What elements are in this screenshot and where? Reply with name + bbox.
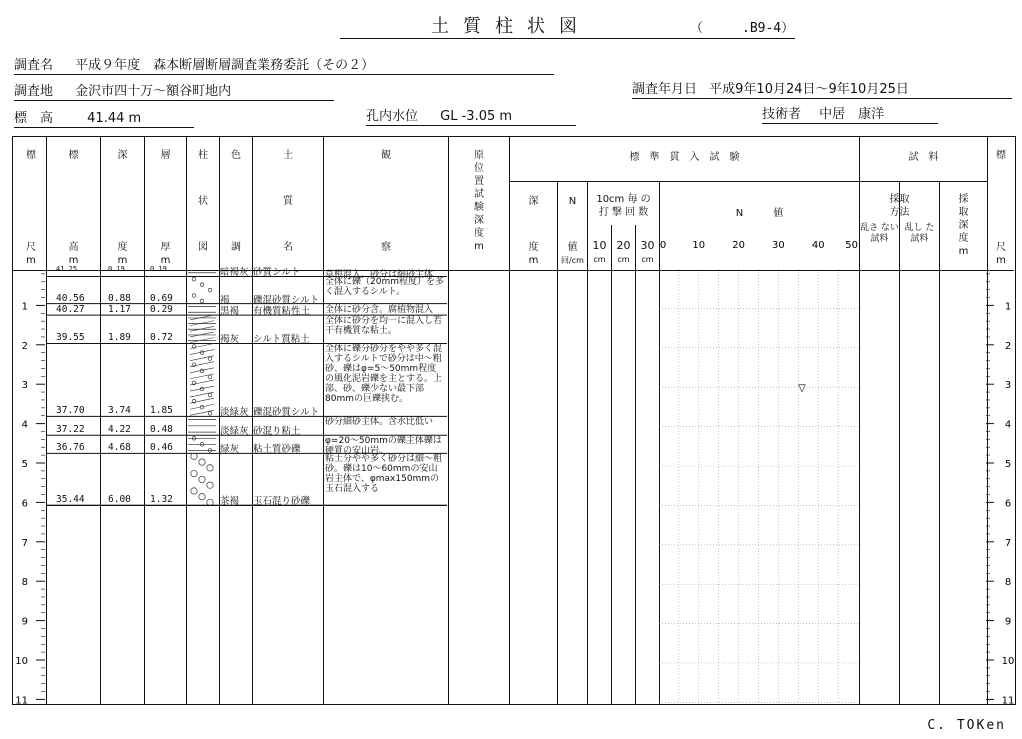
date: 平成9年10月24日～9年10月25日 xyxy=(709,82,909,97)
layer-elevation: 40.27 xyxy=(56,304,85,316)
col-scale: 標 xyxy=(26,150,36,161)
scale-tick-label: 5 xyxy=(21,459,28,470)
layer-color: 暗褐灰 xyxy=(220,267,249,279)
layer-color: 淡緑灰 xyxy=(220,426,249,438)
boring-log-table: 標 尺 m 標 高 m 深 度 m 層 厚 m 柱 状 図 色 調 土 質 名 観 察 原 位 置 試 験 深 度 m 標 準 貫 入 試 験 深 度 m N 値 回/cm 10cm 毎 の 打 撃 回 数 10 cm 20 cm 30 cm N 値 試 料 採取 方法 乱さ ない 試料 乱し た 試料 採 取 深 度 m 標 尺 m xyxy=(12,136,1016,705)
layer-soil-name: 礫混砂質シルト xyxy=(253,294,320,306)
layer-color: 緑灰 xyxy=(220,444,240,456)
layer-observation: 砂分細砂主体。含水比低い xyxy=(325,417,434,428)
column-pattern-gravel xyxy=(208,375,212,379)
sample-disturbed: 乱し た 試料 xyxy=(904,223,935,244)
layer-elevation: 36.76 xyxy=(56,442,85,454)
n-axis-tick-label: 10 xyxy=(692,240,706,251)
elevation-label: 標 高 xyxy=(14,111,54,126)
column-pattern-line xyxy=(190,332,214,337)
layer-depth: 6.00 xyxy=(108,494,131,506)
layer-elevation: 40.56 xyxy=(56,292,85,304)
sample-depth: 採 取 深 度 m xyxy=(958,194,969,257)
layer-observation: 全体に礫分砂分をやや多く混入するシルトで砂分は中～粗砂、礫はφ=5～50mm程度の風化泥岩礫を主とする。上部、砂、礫少ない最下部80mmの巨礫挟む。 xyxy=(325,344,443,405)
layer-thickness: 1.32 xyxy=(150,494,173,506)
column-pattern-gravel xyxy=(207,465,213,471)
layer-depth: 1.17 xyxy=(108,304,131,316)
engineer-label: 技術者 xyxy=(762,107,802,122)
col-color: 色 xyxy=(231,150,241,161)
scale-tick-label: 7 xyxy=(21,537,28,549)
scale-tick-label: 8 xyxy=(21,577,28,589)
column-pattern-gravel xyxy=(200,283,204,287)
column-pattern-gravel xyxy=(191,453,197,459)
site: 金沢市四十万～額谷町地内 xyxy=(75,84,232,99)
column-pattern-gravel xyxy=(199,459,205,465)
layer-observation: 草根混入。砂分は細砂主体 xyxy=(325,270,434,280)
scale-tick-label: 1 xyxy=(21,301,28,313)
scale-tick-label: 6 xyxy=(1004,498,1012,510)
scale-tick-label: 11 xyxy=(1001,695,1015,707)
layer-color: 褐灰 xyxy=(220,334,240,346)
sample-method: 採取 方法 xyxy=(889,194,910,218)
layer-soil-name: 有機質粘性土 xyxy=(253,306,311,318)
n-axis-tick-label: 20 xyxy=(732,240,745,251)
layer-elevation: 39.55 xyxy=(56,332,85,344)
layer-depth: 0.88 xyxy=(108,292,131,304)
layer-depth: 4.68 xyxy=(108,442,131,454)
layer-elevation: 37.22 xyxy=(56,424,85,436)
n-axis-tick-label: 0 xyxy=(659,240,667,251)
layer-elevation: 37.70 xyxy=(56,405,85,417)
column-pattern-gravel xyxy=(191,470,197,476)
layer-soil-name: 砂混り粘土 xyxy=(253,426,301,438)
column-pattern-line xyxy=(190,315,214,320)
page-title: 土質柱状図 xyxy=(431,16,591,37)
column-pattern-gravel xyxy=(208,393,212,397)
elevation: 41.44 m xyxy=(87,111,142,126)
layer-observation: 全体に礫（20mm程度）を多く混入するシルト。 xyxy=(325,277,444,298)
layer-depth: 3.74 xyxy=(108,405,131,417)
layer-depth: 1.89 xyxy=(108,332,131,344)
layer-observation: φ=20～50mmの礫主体礫は硬質の安山岩。 xyxy=(325,436,442,457)
layer-thickness: 1.85 xyxy=(150,405,173,417)
column-pattern-gravel xyxy=(207,499,213,505)
layer-thickness: 0.48 xyxy=(150,424,173,436)
layer-soil-name: 礫混砂質シルト xyxy=(253,407,320,419)
scale-tick-label: 3 xyxy=(1004,380,1012,392)
column-pattern-gravel xyxy=(208,288,212,292)
column-pattern-line xyxy=(190,374,214,379)
survey-name: 平成９年度 森本断層断層調査業務委託（その２） xyxy=(75,58,375,73)
scale-tick-label: 10 xyxy=(1001,656,1015,667)
engineer: 中居 康洋 xyxy=(819,107,885,122)
column-pattern-line xyxy=(190,362,214,367)
col-insitu: 原 位 置 試 験 深 度 m xyxy=(474,150,484,252)
layer-observation: 粘土分やや多く砂分は細～粗砂。礫は10～60mmの安山岩主体で、φmax150mmの玉石混入する xyxy=(325,454,443,495)
layer-soil-name: 玉石混り砂礫 xyxy=(253,496,311,508)
scale-tick-label: 4 xyxy=(21,419,28,431)
spt-depth: 深 xyxy=(528,196,539,207)
water-level-marker: ▽ xyxy=(798,383,806,395)
scale-tick-label: 1 xyxy=(1004,301,1012,313)
scale-tick-label: 9 xyxy=(1004,616,1012,628)
date-label: 調査年月日 xyxy=(632,82,698,97)
n-axis-tick-label: 40 xyxy=(811,240,825,251)
column-pattern-line xyxy=(190,356,214,361)
column-pattern-gravel xyxy=(192,294,196,298)
column-pattern-gravel xyxy=(199,476,205,482)
layer-elevation: 35.44 xyxy=(56,494,85,506)
column-pattern-gravel xyxy=(200,299,204,303)
col-column: 柱 xyxy=(198,150,208,161)
spt-n: N xyxy=(568,196,577,207)
scale-tick-label: 6 xyxy=(21,498,28,510)
layer-observation: 全体に砂分を均一に混入し若干有機質な粘土。 xyxy=(325,316,443,337)
layer-thickness: 0.46 xyxy=(150,442,173,454)
n-axis-tick-label: 30 xyxy=(772,240,785,251)
layer-color: 黒褐 xyxy=(220,306,240,318)
layer-thickness: 0.29 xyxy=(150,304,173,316)
column-pattern-line xyxy=(190,398,214,403)
layer-depth: 0.19 xyxy=(108,265,125,274)
water-level: GL -3.05 m xyxy=(440,109,513,124)
column-pattern-gravel xyxy=(208,357,212,361)
column-pattern-line xyxy=(190,350,214,355)
sample-undisturbed: 乱さ ない 試料 xyxy=(860,223,899,244)
column-pattern-line xyxy=(190,380,214,385)
col-thickness: 層 xyxy=(160,150,171,161)
column-pattern-line xyxy=(190,386,214,391)
scale-tick-label: 11 xyxy=(15,695,28,707)
layer-color: 褐 xyxy=(220,294,230,306)
column-pattern-line xyxy=(190,410,214,415)
sample-title: 試 料 xyxy=(908,152,939,163)
column-pattern-line xyxy=(190,321,214,326)
col-right-scale: 標 xyxy=(996,150,1006,161)
scale-tick-label: 9 xyxy=(21,616,28,628)
scale-tick-label: 7 xyxy=(1004,537,1012,549)
site-label: 調査地 xyxy=(14,84,54,99)
column-pattern-line xyxy=(190,392,214,397)
scale-tick-label: 8 xyxy=(1004,577,1012,589)
scale-tick-label: 5 xyxy=(1004,459,1012,470)
column-pattern-gravel xyxy=(191,488,197,494)
column-pattern-gravel xyxy=(207,482,213,488)
column-pattern-line xyxy=(190,326,214,331)
scale-tick-label: 4 xyxy=(1004,419,1012,431)
column-pattern-gravel xyxy=(192,277,196,281)
layer-soil-name: 粘土質砂礫 xyxy=(253,444,301,456)
layer-thickness: 0.72 xyxy=(150,332,173,344)
n-value-title: N 値 xyxy=(735,208,784,219)
scale-tick-label: 10 xyxy=(15,656,28,667)
column-pattern-line xyxy=(190,338,214,343)
scale-tick-label: 3 xyxy=(21,380,28,392)
layer-elevation: 41.25 xyxy=(56,265,78,274)
layer-soil-name: シルト質粘土 xyxy=(253,334,310,346)
footer-credit: C. TOKen xyxy=(927,718,1006,733)
spt-blows: 10cm 毎 の 打 撃 回 数 xyxy=(596,194,651,218)
layer-soil-name: 砂質シルト xyxy=(253,267,301,279)
col-observation: 観 xyxy=(381,150,391,161)
column-pattern-line xyxy=(190,368,214,373)
spt-title: 標 準 貫 入 試 験 xyxy=(629,152,740,163)
column-pattern-gravel xyxy=(199,494,205,500)
scale-tick-label: 2 xyxy=(1004,340,1012,352)
survey-name-label: 調査名 xyxy=(14,58,54,73)
n-axis-tick-label: 50 xyxy=(845,240,858,251)
boring-code: （ .B9-4） xyxy=(690,21,795,36)
column-pattern-line xyxy=(190,344,214,349)
col-soil: 土 xyxy=(283,150,293,161)
col-depth: 深 xyxy=(117,150,128,161)
layer-color: 茶褐 xyxy=(220,496,240,508)
layer-thickness: 0.69 xyxy=(150,292,173,304)
layer-depth: 4.22 xyxy=(108,424,131,436)
layer-observation: 全体に砂分含。腐植物混入 xyxy=(325,304,434,315)
scale-tick-label: 2 xyxy=(21,340,28,352)
col-elevation: 標 xyxy=(68,150,79,161)
layer-thickness: 0.19 xyxy=(150,265,167,274)
water-level-label: 孔内水位 xyxy=(366,109,419,124)
column-pattern-line xyxy=(190,404,214,409)
column-pattern-gravel xyxy=(208,412,212,416)
layer-color: 淡緑灰 xyxy=(220,407,249,419)
